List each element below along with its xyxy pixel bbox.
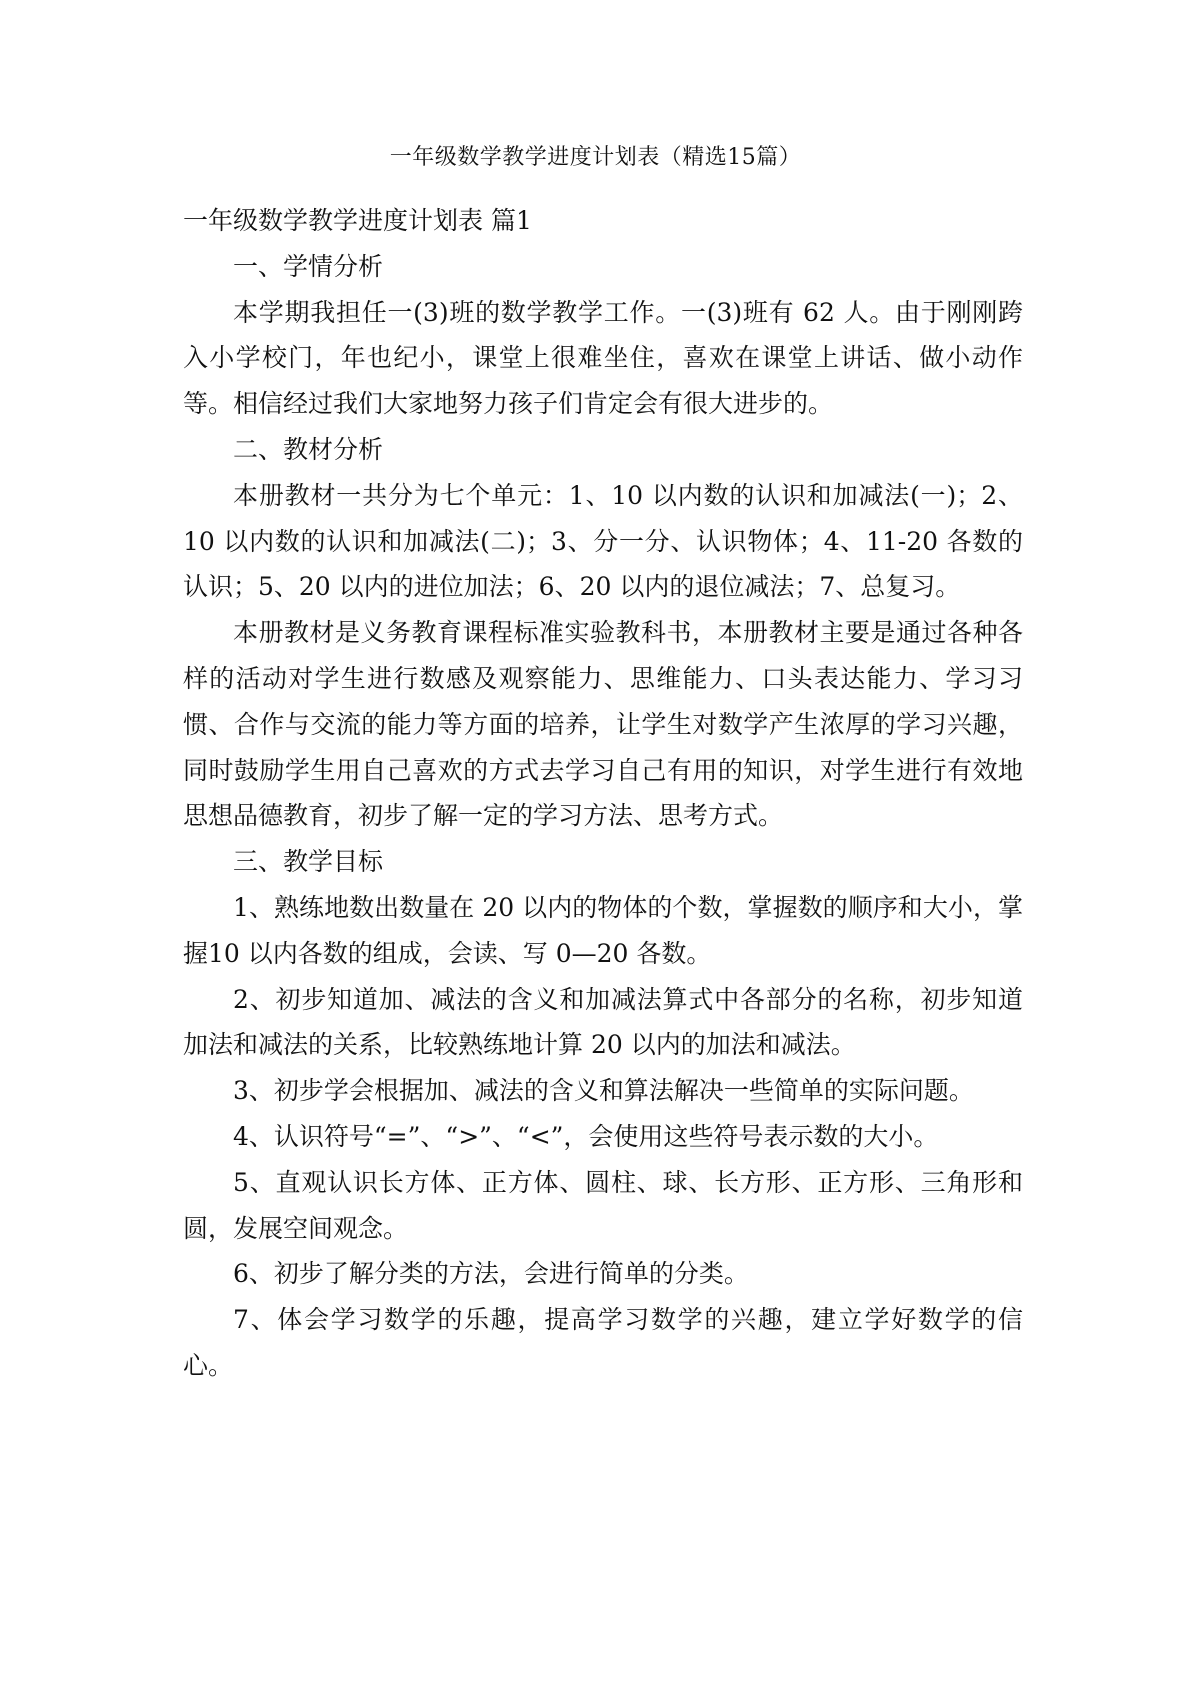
goal-item-3: 3、初步学会根据加、减法的含义和算法解决一些简单的实际问题。	[233, 1076, 974, 1106]
paragraph-student-analysis: 本学期我担任一(3)班的数学教学工作。一(3)班有 62 人。由于刚刚跨入小学校门，年也纪小，课堂上很难坐住，喜欢在课堂上讲话、做小动作等。相信经过我们大家地努力孩子们肯定会有很大进步的。	[183, 297, 1023, 419]
goal-item-4: 4、认识符号“=”、“>”、“<”，会使用这些符号表示数的大小。	[233, 1121, 939, 1151]
goal-item-2: 2、初步知道加、减法的含义和加减法算式中各部分的名称，初步知道加法和减法的关系，比较熟练地计算 20 以内的加法和减法。	[183, 984, 1023, 1060]
goal-item-6: 6、初步了解分类的方法，会进行简单的分类。	[233, 1259, 749, 1289]
goal-item-5: 5、直观认识长方体、正方体、圆柱、球、长方形、正方形、三角形和圆，发展空间观念。	[183, 1167, 1023, 1243]
paragraph-textbook-description: 本册教材是义务教育课程标准实验教科书，本册教材主要是通过各种各样的活动对学生进行数感及观察能力、思维能力、口头表达能力、学习习惯、合作与交流的能力等方面的培养，让学生对数学产生浓厚的学习兴趣，同时鼓励学生用自己喜欢的方式去学习自己有用的知识，对学生进行有效地思想品德教育，初步了解一定的学习方法、思考方式。	[183, 618, 1023, 831]
document-body	[183, 198, 1023, 1389]
heading-student-analysis: 一、学情分析	[233, 251, 384, 281]
goal-item-1: 1、熟练地数出数量在 20 以内的物体的个数，掌握数的顺序和大小，掌握10 以内各数的组成，会读、写 0—20 各数。	[183, 892, 1023, 968]
goal-item-7: 7、体会学习数学的乐趣，提高学习数学的兴趣，建立学好数学的信心。	[183, 1305, 1023, 1380]
heading-teaching-goals: 三、教学目标	[233, 847, 384, 877]
heading-textbook-analysis: 二、教材分析	[233, 434, 384, 464]
section-title: 一年级数学教学进度计划表 篇1	[183, 206, 532, 235]
paragraph-textbook-units: 本册教材一共分为七个单元：1、10 以内数的认识和加减法(一)；2、10 以内数的认识和加减法(二)；3、分一分、认识物体；4、11-20 各数的认识；5、20 以内的进位加法；6、20 以内的退位减法；7、总复习。	[183, 480, 1023, 602]
document-title: 一年级数学教学进度计划表（精选15篇）	[389, 145, 802, 170]
